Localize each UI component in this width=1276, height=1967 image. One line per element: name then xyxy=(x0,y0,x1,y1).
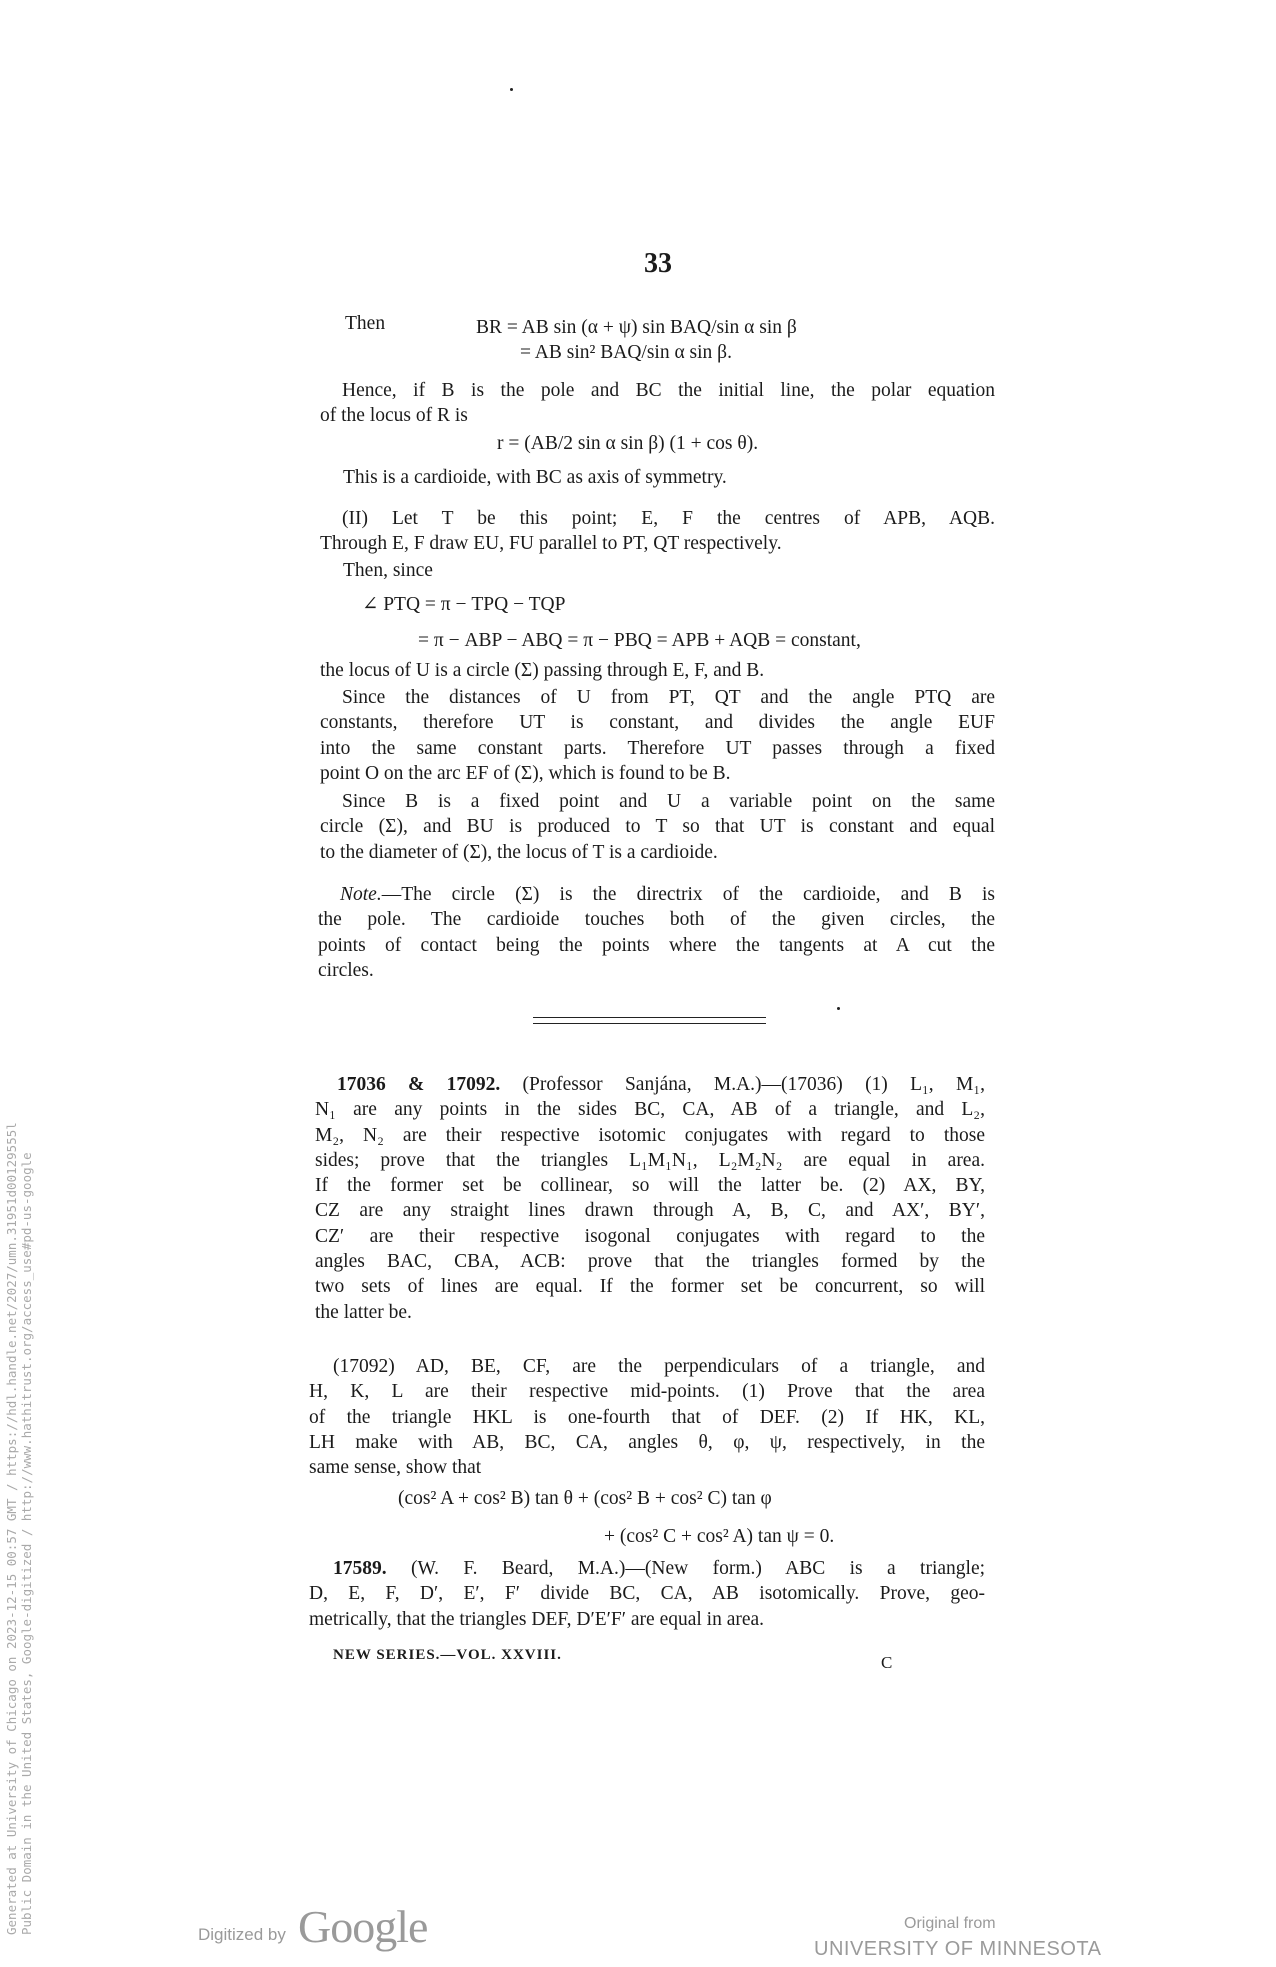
paragraph-cardioide: This is a cardioide, with BC as axis of symmetry. xyxy=(343,467,727,488)
google-logo: Google xyxy=(298,1901,428,1952)
paragraph-line: Since B is a fixed point and U a variable point on the same xyxy=(342,791,995,812)
paragraph-line xyxy=(309,1556,985,1581)
note-label: Note. xyxy=(340,884,382,905)
paragraph-line: points of contact being the points where the tangents at A cut the xyxy=(318,934,995,956)
locus-of-u: the locus of U is a circle (Σ) passing through E, F, and B. xyxy=(320,660,765,681)
then-since: Then, since xyxy=(343,560,433,581)
paragraph-line: (17092) AD, BE, CF, are the perpendiculars of a triangle, and xyxy=(333,1356,985,1377)
paragraph-line: LH make with AB, BC, CA, angles θ, φ, ψ, respectively, in the xyxy=(309,1431,985,1453)
original-from-label: Original from xyxy=(904,1915,996,1932)
angle-equation-line1: ∠ PTQ = π − TPQ − TQP xyxy=(362,594,566,615)
watermark-line-1: Generated at University of Chicago on 2023-12-15 00:57 GMT / https://hdl.handle.net/2027/umn.31951d00129555l xyxy=(4,1122,19,1935)
paragraph-line: point O on the arc EF of (Σ), which is found to be B. xyxy=(320,762,731,784)
paragraph-line: Through E, F draw EU, FU parallel to PT, QT respectively. xyxy=(320,533,782,555)
paragraph-part-ii xyxy=(320,506,995,557)
paragraph-line: N₁ are any points in the sides BC, CA, AB of a triangle, and L₂, xyxy=(315,1099,985,1121)
note-line-1: —The circle (Σ) is the directrix of the cardioide, and B is xyxy=(381,884,995,905)
problem-number: 17589. xyxy=(333,1558,387,1579)
then-label: Then xyxy=(345,313,386,334)
paragraph-line: (II) Let T be this point; E, F the centres of APB, AQB. xyxy=(342,508,995,529)
problem-17589 xyxy=(309,1556,985,1632)
paragraph-line: two sets of lines are equal. If the former set be concurrent, so will xyxy=(315,1276,985,1298)
watermark-line-2: Public Domain in the United States, Google-digitized / http://www.hathitrust.org/access_use#pd-us-google xyxy=(19,1152,34,1935)
paragraph-line: circles. xyxy=(318,959,374,981)
paragraph-line: CZ are any straight lines drawn through A, B, C, and AX′, BY′, xyxy=(315,1200,985,1222)
digitized-by-label: Digitized by xyxy=(198,1925,286,1944)
paragraph-line: If the former set be collinear, so will the latter be. (2) AX, BY, xyxy=(315,1175,985,1197)
equation-br-line1: BR = AB sin (α + ψ) sin BAQ/sin α sin β xyxy=(476,317,797,338)
paragraph-line: H, K, L are their respective mid-points. (1) Prove that the area xyxy=(309,1381,985,1403)
paragraph-line: constants, therefore UT is constant, and divides the angle EUF xyxy=(320,712,995,734)
page-number: 33 xyxy=(644,248,672,279)
trig-equation-line1: (cos² A + cos² B) tan θ + (cos² B + cos² C) tan φ xyxy=(398,1488,772,1509)
paragraph-since-distances xyxy=(320,685,995,786)
paragraph-line: same sense, show that xyxy=(309,1457,482,1479)
series-volume: NEW SERIES.—VOL. XXVIII. xyxy=(333,1647,562,1663)
polar-equation: r = (AB/2 sin α sin β) (1 + cos θ). xyxy=(497,433,759,454)
scan-speck xyxy=(837,1007,840,1010)
paragraph-line: angles BAC, CBA, ACB: prove that the triangles formed by the xyxy=(315,1251,985,1273)
paragraph-line: Hence, if B is the pole and BC the initial line, the polar equation xyxy=(342,380,995,401)
paragraph-note xyxy=(318,882,995,983)
paragraph-line: CZ′ are their respective isogonal conjugates with regard to the xyxy=(315,1225,985,1247)
problem-17036-17092 xyxy=(315,1072,985,1325)
paragraph-line: of the triangle HKL is one-fourth that of DEF. (2) If HK, KL, xyxy=(309,1406,985,1428)
paragraph-line xyxy=(318,882,995,907)
paragraph-line: M₂, N₂ are their respective isotomic conjugates with regard to those xyxy=(315,1124,985,1146)
paragraph-line: Since the distances of U from PT, QT and the angle PTQ are xyxy=(342,687,995,708)
problem-line-1: (Professor Sanjána, M.A.)—(17036) (1) L₁, M₁, xyxy=(522,1074,985,1095)
paragraph-line: circle (Σ), and BU is produced to T so that UT is constant and equal xyxy=(320,816,995,838)
hathitrust-watermark xyxy=(4,1122,34,1935)
section-divider-top xyxy=(533,1017,766,1018)
paragraph-line: into the same constant parts. Therefore UT passes through a fixed xyxy=(320,737,995,759)
scan-speck xyxy=(510,88,513,91)
paragraph-line: D, E, F, D′, E′, F′ divide BC, CA, AB isotomically. Prove, geo- xyxy=(309,1583,985,1605)
trig-equation-line2: + (cos² C + cos² A) tan ψ = 0. xyxy=(604,1526,835,1547)
paragraph-line xyxy=(315,1072,985,1097)
university-name: UNIVERSITY OF MINNESOTA xyxy=(814,1938,1102,1960)
angle-equation-line2: = π − ABP − ABQ = π − PBQ = APB + AQB = constant, xyxy=(418,630,861,651)
problem-number: 17036 & 17092. xyxy=(337,1074,501,1095)
paragraph-line: metrically, that the triangles DEF, D′E′F′ are equal in area. xyxy=(309,1608,765,1630)
paragraph-line: sides; prove that the triangles L₁M₁N₁, L₂M₂N₂ are equal in area. xyxy=(315,1149,985,1171)
problem-17092 xyxy=(309,1354,985,1480)
paragraph-line: of the locus of R is xyxy=(320,405,468,427)
section-divider-bottom xyxy=(533,1023,766,1024)
paragraph-since-b xyxy=(320,789,995,865)
paragraph-line: to the diameter of (Σ), the locus of T is a cardioide. xyxy=(320,841,718,863)
problem-line-1: (W. F. Beard, M.A.)—(New form.) ABC is a triangle; xyxy=(411,1558,986,1579)
equation-br-line2: = AB sin² BAQ/sin α sin β. xyxy=(520,342,732,363)
signature-mark: C xyxy=(881,1653,893,1672)
paragraph-line: the latter be. xyxy=(315,1301,412,1323)
paragraph-hence xyxy=(320,378,995,429)
paragraph-line: the pole. The cardioide touches both of the given circles, the xyxy=(318,909,995,931)
